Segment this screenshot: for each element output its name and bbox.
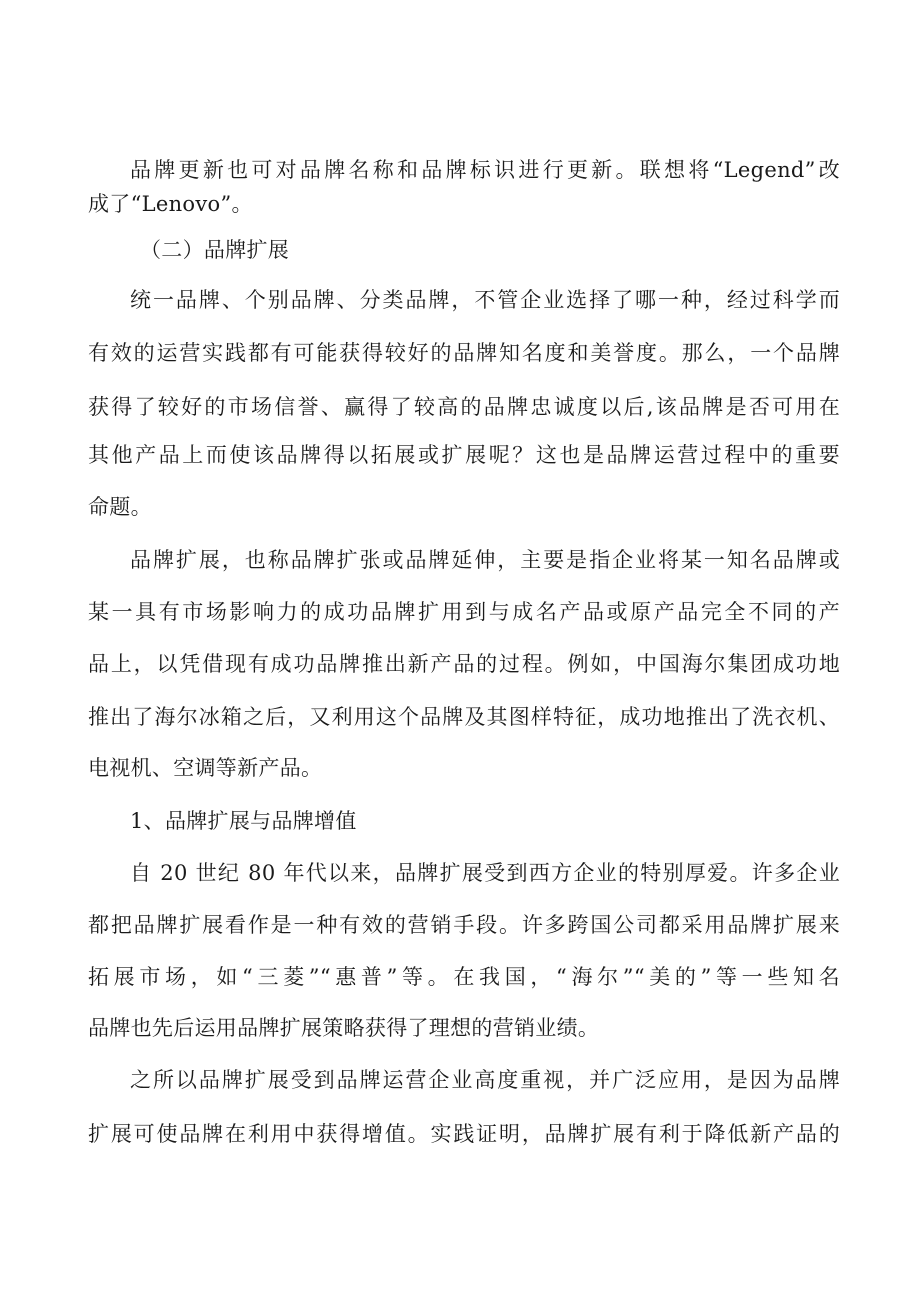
paragraph-line: 都把品牌扩展看作是一种有效的营销手段。许多跨国公司都采用品牌扩展来 (88, 913, 840, 937)
paragraph-line: 其他产品上而使该品牌得以拓展或扩展呢？这也是品牌运营过程中的重要 (88, 443, 840, 467)
paragraph-line: 成了“Lenovo”。 (88, 192, 253, 216)
paragraph-line: 拓展市场，如“三菱”“惠普”等。在我国，“海尔”“美的”等一些知名 (88, 965, 840, 989)
paragraph-line: 统一品牌、个别品牌、分类品牌，不管企业选择了哪一种，经过科学而 (130, 288, 840, 312)
paragraph-line: 命题。 (88, 495, 152, 519)
paragraph-line: 某一具有市场影响力的成功品牌扩用到与成名产品或原产品完全不同的产 (88, 600, 840, 624)
subsection-heading: 1、品牌扩展与品牌增值 (130, 809, 357, 833)
paragraph-line: 品牌更新也可对品牌名称和品牌标识进行更新。联想将“Legend”改 (130, 158, 840, 182)
paragraph-line: 推出了海尔冰箱之后，又利用这个品牌及其图样特征，成功地推出了洗衣机、 (88, 705, 840, 729)
section-heading: （二）品牌扩展 (140, 238, 290, 262)
paragraph-line: 电视机、空调等新产品。 (88, 756, 323, 780)
paragraph-line: 品牌也先后运用品牌扩展策略获得了理想的营销业绩。 (88, 1016, 600, 1040)
paragraph-line: 品上，以凭借现有成功品牌推出新产品的过程。例如，中国海尔集团成功地 (88, 652, 840, 676)
paragraph-line: 品牌扩展，也称品牌扩张或品牌延伸，主要是指企业将某一知名品牌或 (130, 548, 840, 572)
paragraph-line: 有效的运营实践都有可能获得较好的品牌知名度和美誉度。那么，一个品牌 (88, 341, 840, 365)
paragraph-line: 自 20 世纪 80 年代以来，品牌扩展受到西方企业的特别厚爱。许多企业 (130, 861, 840, 885)
paragraph-line: 扩展可使品牌在利用中获得增值。实践证明，品牌扩展有利于降低新产品的 (88, 1122, 840, 1146)
paragraph-line: 获得了较好的市场信誉、赢得了较高的品牌忠诚度以后,该品牌是否可用在 (88, 395, 840, 419)
paragraph-line: 之所以品牌扩展受到品牌运营企业高度重视，并广泛应用，是因为品牌 (130, 1068, 840, 1092)
